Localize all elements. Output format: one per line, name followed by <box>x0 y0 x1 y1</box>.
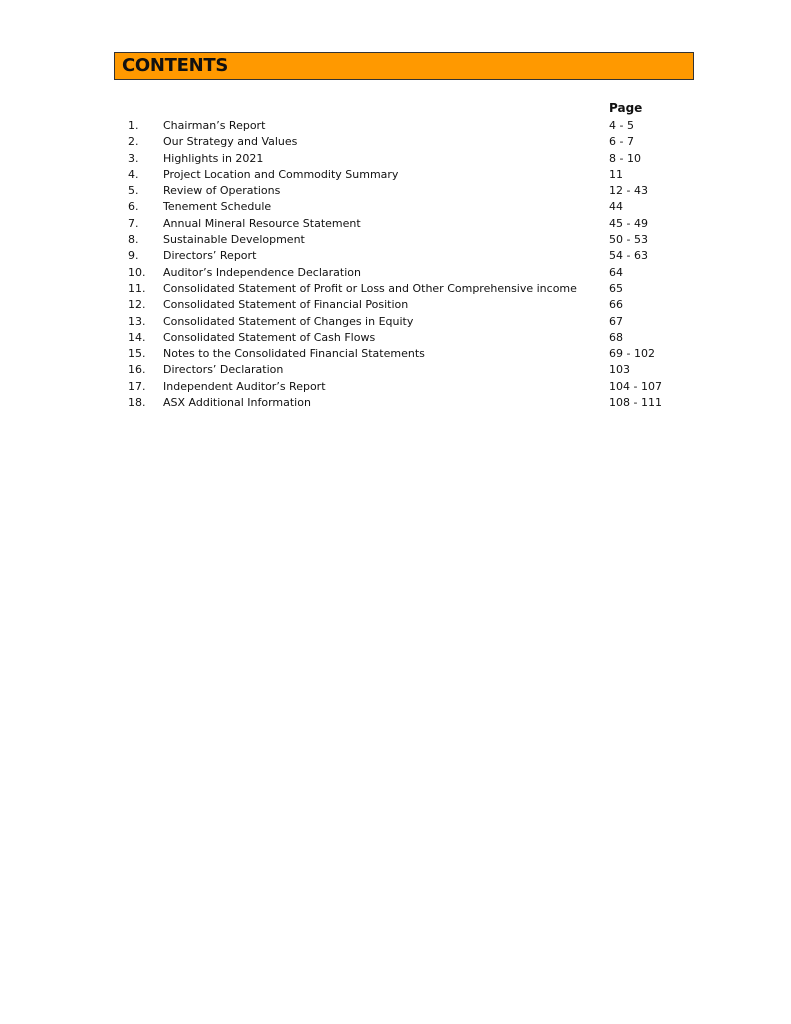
toc-item-title: Annual Mineral Resource Statement <box>163 216 361 230</box>
toc-item-title: Directors’ Declaration <box>163 363 284 377</box>
toc-item[interactable] <box>128 248 688 264</box>
toc-item-title: Consolidated Statement of Cash Flows <box>163 330 376 344</box>
toc-item-title: Consolidated Statement of Changes in Equity <box>163 314 414 328</box>
toc-item[interactable] <box>128 118 688 134</box>
toc-item-title: Our Strategy and Values <box>163 135 298 149</box>
toc-item-page: 11 <box>609 167 623 181</box>
toc-item-title: Review of Operations <box>163 184 281 198</box>
toc-item-page: 66 <box>609 298 623 312</box>
toc-item-number: 11. <box>128 281 146 295</box>
toc-item-title: Independent Auditor’s Report <box>163 379 326 393</box>
toc-item-page: 12 - 43 <box>609 184 648 198</box>
toc-item-page: 54 - 63 <box>609 249 648 263</box>
table-of-contents <box>128 118 688 411</box>
toc-item-number: 16. <box>128 363 146 377</box>
toc-item-page: 8 - 10 <box>609 151 641 165</box>
toc-item-number: 9. <box>128 249 139 263</box>
toc-item-page: 108 - 111 <box>609 396 662 410</box>
toc-item-number: 2. <box>128 135 139 149</box>
toc-item-number: 3. <box>128 151 139 165</box>
toc-item[interactable] <box>128 281 688 297</box>
toc-item-title: Notes to the Consolidated Financial Statements <box>163 347 425 361</box>
toc-item[interactable] <box>128 167 688 183</box>
toc-item-page: 50 - 53 <box>609 233 648 247</box>
toc-item-page: 68 <box>609 330 623 344</box>
toc-item-page: 103 <box>609 363 630 377</box>
toc-item-title: Chairman’s Report <box>163 119 266 132</box>
toc-item-title: Highlights in 2021 <box>163 151 264 165</box>
toc-item[interactable] <box>128 297 688 313</box>
toc-item-number: 13. <box>128 314 146 328</box>
toc-item-number: 10. <box>128 265 146 279</box>
toc-item-number: 1. <box>128 119 139 132</box>
toc-item-page: 4 - 5 <box>609 119 634 132</box>
toc-item-page: 45 - 49 <box>609 216 648 230</box>
toc-item[interactable] <box>128 151 688 167</box>
contents-title: CONTENTS <box>122 55 229 76</box>
toc-item-number: 6. <box>128 200 139 214</box>
toc-item-page: 69 - 102 <box>609 347 655 361</box>
toc-item-title: Tenement Schedule <box>163 200 272 214</box>
toc-item-page: 44 <box>609 200 623 214</box>
toc-item-page: 6 - 7 <box>609 135 634 149</box>
toc-item-title: Project Location and Commodity Summary <box>163 167 399 181</box>
toc-item[interactable] <box>128 346 688 362</box>
toc-item-title: ASX Additional Information <box>163 396 311 410</box>
toc-item[interactable] <box>128 232 688 248</box>
toc-item[interactable] <box>128 362 688 378</box>
toc-item-number: 17. <box>128 379 146 393</box>
toc-item-page: 65 <box>609 281 623 295</box>
toc-item-number: 8. <box>128 233 139 247</box>
toc-item-number: 14. <box>128 330 146 344</box>
contents-header-bar <box>114 52 694 80</box>
toc-item-number: 4. <box>128 167 139 181</box>
toc-item[interactable] <box>128 199 688 215</box>
toc-item-number: 5. <box>128 184 139 198</box>
toc-item[interactable] <box>128 379 688 395</box>
toc-item-title: Consolidated Statement of Profit or Loss and Other Comprehensive income <box>163 281 577 295</box>
toc-item-title: Consolidated Statement of Financial Position <box>163 298 409 312</box>
toc-item-page: 64 <box>609 265 623 279</box>
toc-item[interactable] <box>128 183 688 199</box>
toc-item[interactable] <box>128 265 688 281</box>
toc-item-page: 67 <box>609 314 623 328</box>
toc-item[interactable] <box>128 395 688 411</box>
toc-item-page: 104 - 107 <box>609 379 662 393</box>
toc-item[interactable] <box>128 134 688 150</box>
toc-item-number: 15. <box>128 347 146 361</box>
toc-item-title: Directors’ Report <box>163 249 257 263</box>
toc-item[interactable] <box>128 314 688 330</box>
toc-item-number: 7. <box>128 216 139 230</box>
toc-item-number: 12. <box>128 298 146 312</box>
toc-item-number: 18. <box>128 396 146 410</box>
toc-item-title: Sustainable Development <box>163 233 305 247</box>
toc-item-title: Auditor’s Independence Declaration <box>163 265 361 279</box>
toc-item[interactable] <box>128 330 688 346</box>
page-column-header: Page <box>609 101 643 115</box>
toc-item[interactable] <box>128 216 688 232</box>
